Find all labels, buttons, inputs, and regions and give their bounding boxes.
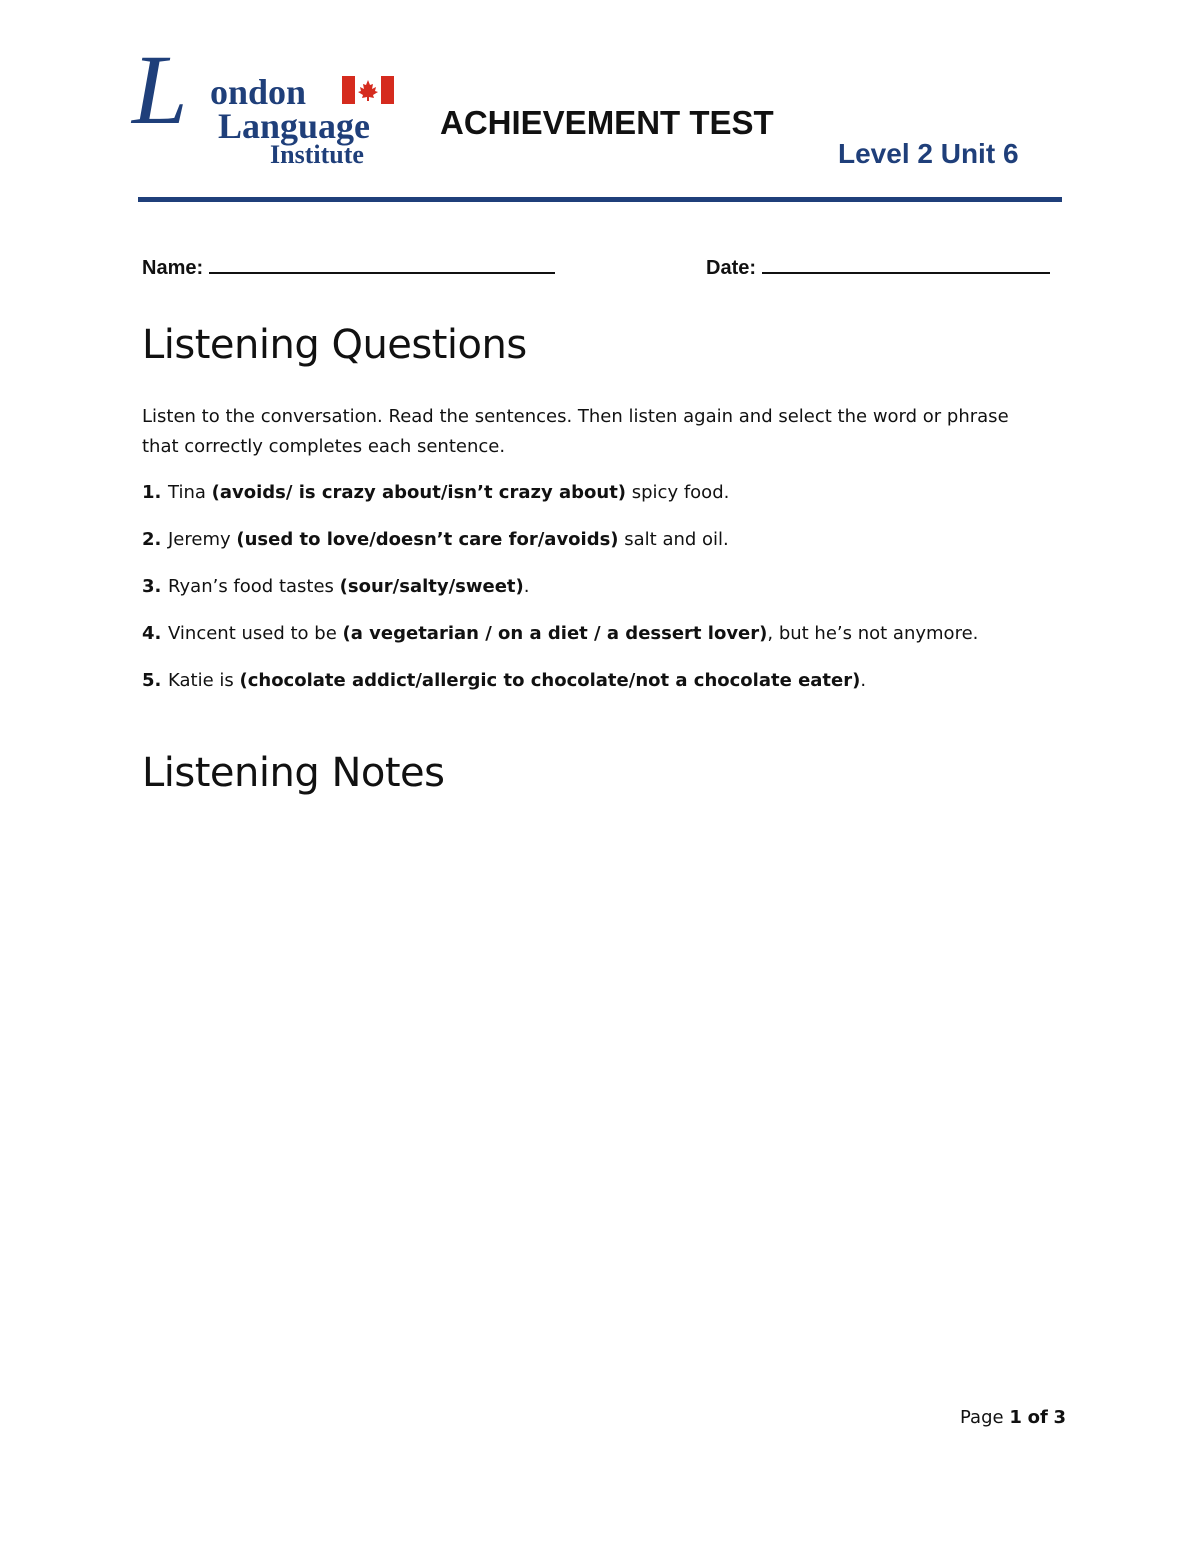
question-item: [142, 670, 866, 691]
question-text-after: , but he’s not anymore.: [767, 623, 979, 644]
question-text-before: Ryan’s food tastes: [168, 576, 340, 597]
question-number: 1.: [142, 482, 162, 503]
question-text-after: .: [523, 576, 530, 597]
date-label: Date:: [706, 257, 757, 279]
name-blank-line[interactable]: [209, 254, 555, 274]
canada-flag-icon: [342, 76, 394, 104]
question-number: 2.: [142, 529, 162, 550]
logo-word-london: ondon: [210, 72, 307, 112]
logo-initial: L: [132, 34, 188, 145]
question-number: 5.: [142, 670, 162, 691]
page-word: Page: [960, 1407, 1004, 1428]
date-field[interactable]: [706, 254, 1050, 280]
question-options[interactable]: (chocolate addict/allergic to chocolate/not a chocolate eater): [239, 670, 861, 691]
question-text-before: Jeremy: [168, 529, 237, 550]
page-number: [960, 1407, 1066, 1428]
logo-word-institute: Institute: [270, 140, 364, 169]
level-unit-label: Level 2 Unit 6: [838, 138, 1019, 169]
section-heading-listening-notes: Listening Notes: [142, 750, 445, 796]
question-options[interactable]: (a vegetarian / on a diet / a dessert lover): [342, 623, 768, 644]
of-word: of: [1027, 1407, 1048, 1428]
section-heading-listening-questions: Listening Questions: [142, 322, 527, 368]
question-item: [142, 529, 729, 550]
name-label: Name:: [142, 257, 204, 279]
header-divider: [138, 197, 1062, 202]
question-text-after: salt and oil.: [618, 529, 729, 550]
test-title: ACHIEVEMENT TEST: [440, 104, 774, 141]
logo-word-language: Language: [218, 106, 371, 146]
question-options[interactable]: (used to love/doesn’t care for/avoids): [236, 529, 619, 550]
question-item: [142, 482, 729, 503]
total-pages: 3: [1053, 1407, 1067, 1428]
question-options[interactable]: (sour/salty/sweet): [339, 576, 524, 597]
current-page: 1: [1009, 1407, 1022, 1428]
question-text-after: spicy food.: [626, 482, 730, 503]
question-text-before: Tina: [168, 482, 212, 503]
institute-logo: [130, 34, 405, 175]
question-item: [142, 576, 530, 597]
date-blank-line[interactable]: [762, 254, 1050, 274]
name-field[interactable]: [142, 254, 555, 280]
instructions-text: Listen to the conversation. Read the sentences. Then listen again and select the word or phrase that correctly completes each sentence.: [142, 406, 1009, 457]
question-options[interactable]: (avoids/ is crazy about/isn’t crazy about): [211, 482, 627, 503]
question-number: 4.: [142, 623, 162, 644]
question-text-after: .: [860, 670, 867, 691]
question-number: 3.: [142, 576, 162, 597]
question-text-before: Vincent used to be: [168, 623, 343, 644]
question-item: [142, 623, 978, 644]
question-text-before: Katie is: [168, 670, 240, 691]
